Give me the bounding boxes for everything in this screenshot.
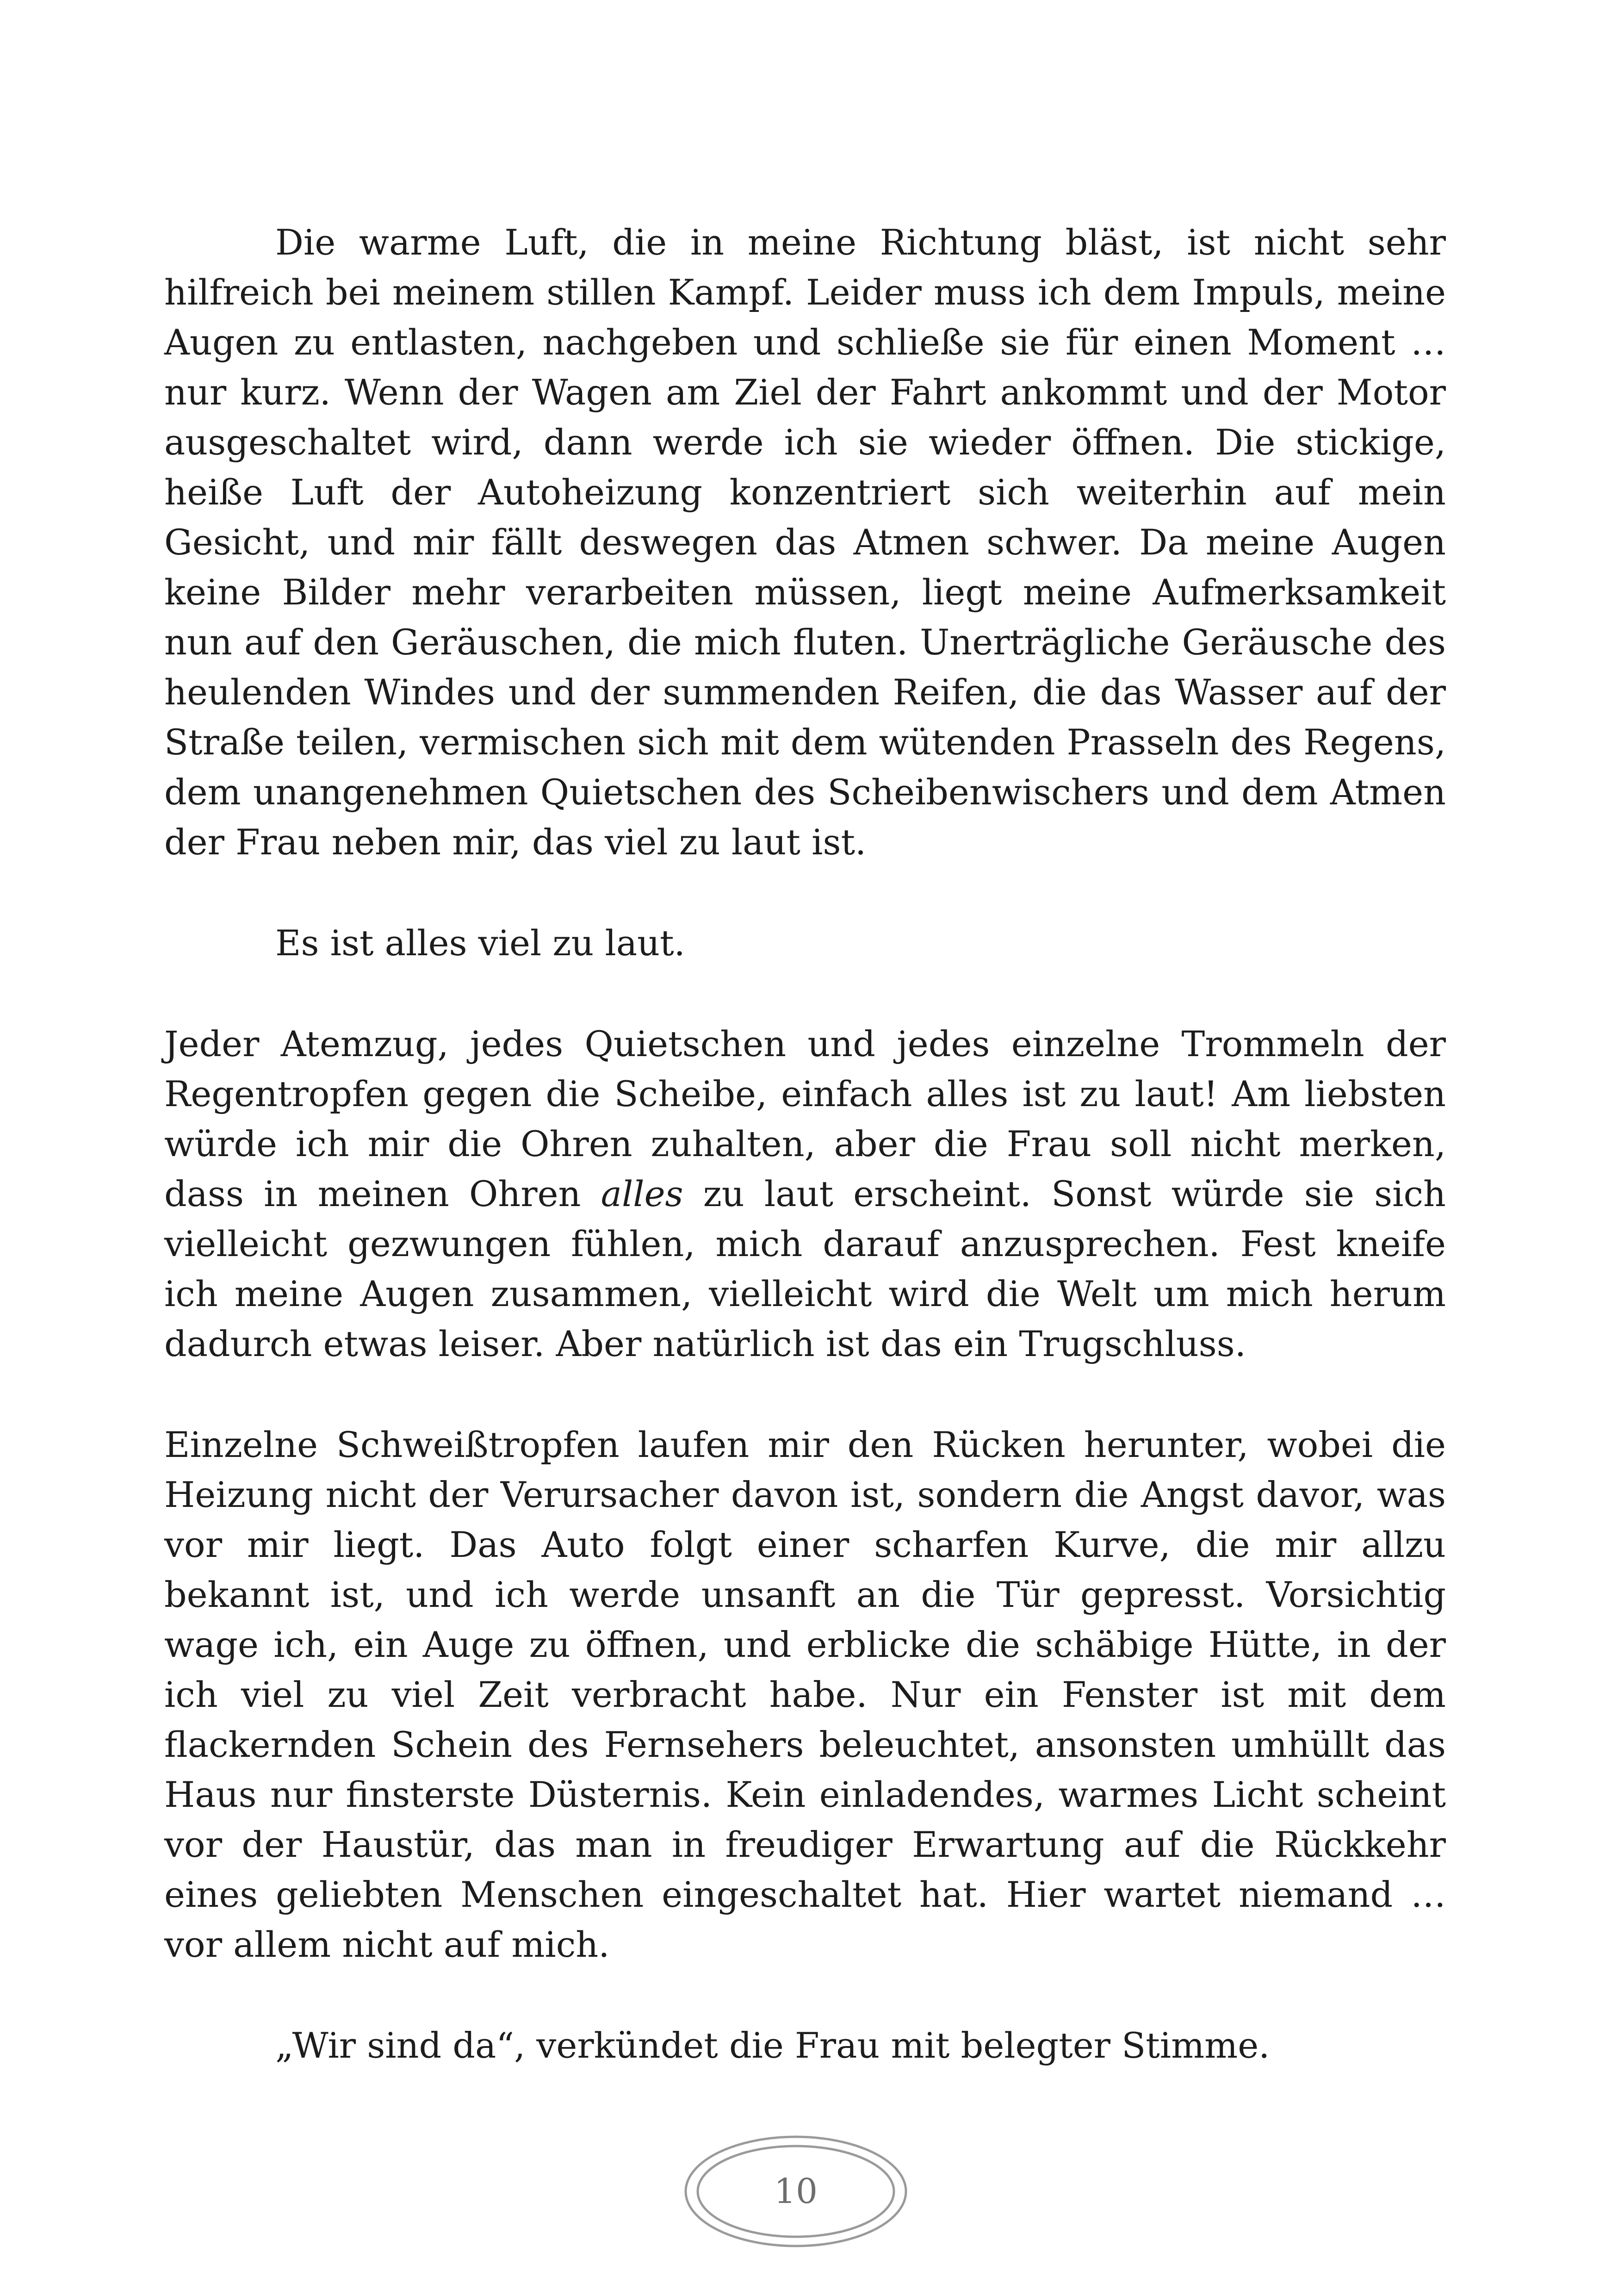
paragraph-3 <box>164 1019 1446 1369</box>
paragraph-3-text-end: zu laut erscheint. Sonst würde sie sich vielleicht gezwungen fühlen, mich darauf anzusprechen. Fest kneife ich meine Augen zusammen, vielleicht wird die Welt um mich herum dadurch etwas leiser. Aber natürlich ist das ein Trugschluss. <box>164 1173 1446 1364</box>
page-number: 10 <box>774 2172 818 2211</box>
paragraph-3-text-start: Jeder Atemzug, jedes Quietschen und jedes einzelne Trommeln der Regentropfen gegen die Scheibe, einfach alles ist zu laut! Am liebsten würde ich mir die Ohren zuhalten, aber die Frau soll nicht merken, dass in meinen Ohren <box>164 1023 1446 1214</box>
body-text <box>164 218 1446 2071</box>
paragraph-1: Die warme Luft, die in meine Richtung bläst, ist nicht sehr hilfreich bei meinem stillen Kampf. Leider muss ich dem Impuls, meine Augen zu entlasten, nachgeben und schließe sie für einen Moment … nur kurz. Wenn der Wagen am Ziel der Fahrt ankommt und der Motor ausgeschaltet wird, dann werde ich sie wieder öffnen. Die stickige, heiße Luft der Autoheizung konzentriert sich weiterhin auf mein Gesicht, und mir fällt deswegen das Atmen schwer. Da meine Augen keine Bilder mehr verarbeiten müssen, liegt meine Aufmerksamkeit nun auf den Geräuschen, die mich fluten. Unerträgliche Geräusche des heulenden Windes und der summenden Reifen, die das Wasser auf der Straße teilen, vermischen sich mit dem wütenden Prasseln des Regens, dem unangenehmen Quietschen des Scheibenwischers und dem Atmen der Frau neben mir, das viel zu laut ist. <box>164 222 1446 863</box>
paragraph-4: Einzelne Schweißtropfen laufen mir den Rücken herunter, wobei die Heizung nicht der Verursacher davon ist, sondern die Angst davor, was vor mir liegt. Das Auto folgt einer scharfen Kurve, die mir allzu bekannt ist, und ich werde unsanft an die Tür gepresst. Vorsichtig wage ich, ein Auge zu öffnen, und erblicke die schäbige Hütte, in der ich viel zu viel Zeit verbracht habe. Nur ein Fenster ist mit dem flackernden Schein des Fernsehers beleuchtet, ansonsten umhüllt das Haus nur finsterste Düsternis. Kein einladendes, warmes Licht scheint vor der Haustür, das man in freudiger Erwartung auf die Rückkehr eines geliebten Menschen eingeschaltet hat. Hier wartet niemand … vor allem nicht auf mich. <box>164 1424 1446 1965</box>
paragraph-5: „Wir sind da“, verkündet die Frau mit belegter Stimme. <box>275 2025 1270 2066</box>
page-number-badge <box>682 2134 909 2249</box>
paragraph-2: Es ist alles viel zu laut. <box>275 922 685 964</box>
paragraph-3-italic-word: alles <box>601 1173 683 1214</box>
